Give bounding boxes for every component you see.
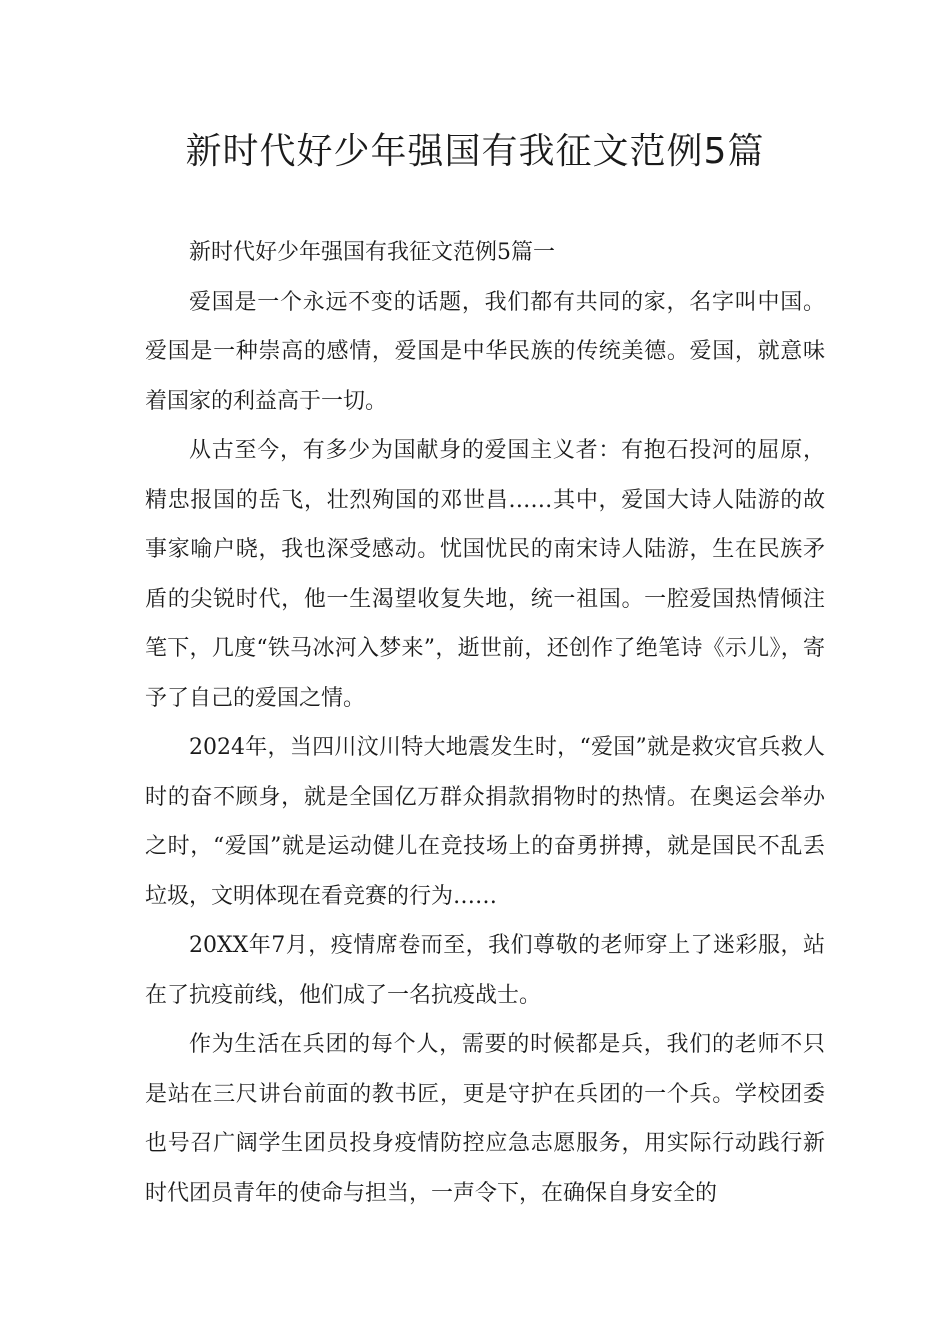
document-title: 新时代好少年强国有我征文范例5篇 bbox=[185, 131, 765, 172]
paragraph: 从古至今，有多少为国献身的爱国主义者：有抱石投河的屈原，精忠报国的岳飞，壮烈殉国的邓世昌……其中，爱国大诗人陆游的故事家喻户晓，我也深受感动。忧国忧民的南宋诗人陆游，生在民族矛盾的尖锐时代，他一生渴望收复失地，统一祖国。一腔爱国热情倾注笔下，几度“铁马冰河入梦来”，逝世前，还创作了绝笔诗《示儿》，寄予了自己的爱国之情。 bbox=[145, 438, 825, 711]
paragraph: 作为生活在兵团的每个人，需要的时候都是兵，我们的老师不只是站在三尺讲台前面的教书匠，更是守护在兵团的一个兵。学校团委也号召广阔学生团员投身疫情防控应急志愿服务，用实际行动践行新时代团员青年的使命与担当，一声令下，在确保自身安全的 bbox=[145, 1032, 825, 1206]
paragraph: 20XX年7月，疫情席卷而至，我们尊敬的老师穿上了迷彩服，站在了抗疫前线，他们成了一名抗疫战士。 bbox=[145, 933, 825, 1008]
section-heading: 新时代好少年强国有我征文范例5篇一 bbox=[189, 240, 555, 265]
document-body bbox=[145, 228, 825, 1218]
paragraph: 爱国是一个永远不变的话题，我们都有共同的家，名字叫中国。爱国是一种崇高的感情，爱国是中华民族的传统美德。爱国，就意味着国家的利益高于一切。 bbox=[145, 289, 825, 414]
paragraph: 2024年，当四川汶川特大地震发生时，“爱国”就是救灾官兵救人时的奋不顾身，就是全国亿万群众捐款捐物时的热情。在奥运会举办之时，“爱国”就是运动健儿在竞技场上的奋勇拼搏，就是国民不乱丢垃圾，文明体现在看竞赛的行为…… bbox=[145, 735, 825, 909]
